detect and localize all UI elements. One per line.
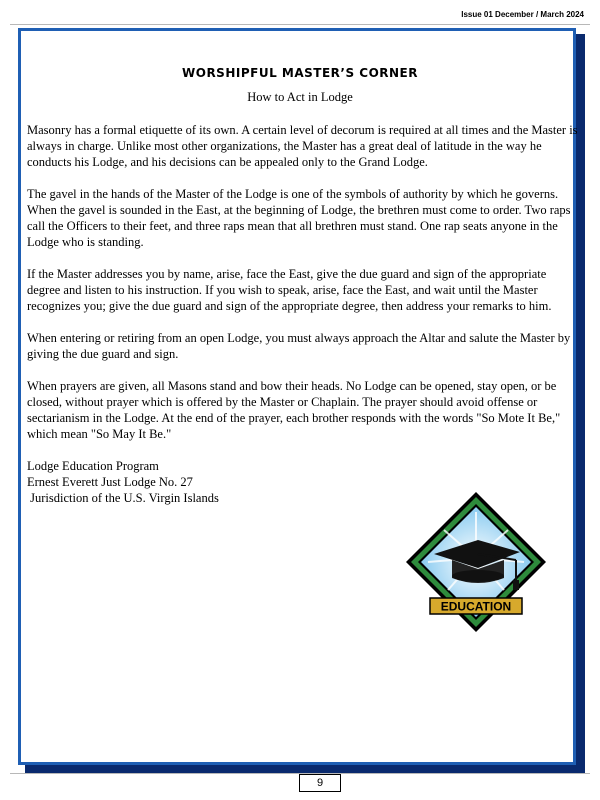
paragraph: Masonry has a formal etiquette of its own. A certain level of decorum is required at all times and the Master is always in charge. Unlike most other organizations, the Master has a great deal of latitude in the way he conducts his Lodge, and his decisions can be appealed only to the Grand Lodge. <box>27 123 578 169</box>
header-divider <box>10 24 590 25</box>
paragraph: When prayers are given, all Masons stand and bow their heads. No Lodge can be opened, stay open, or be closed, without prayer which is offered by the Master or Chaplain. The prayer should avoid offense or sectarianism in the Lodge. At the end of the prayer, each brother responds with the words "So Mote It Be," which mean "So May It Be." <box>27 379 561 441</box>
issue-label: Issue 01 December / March 2024 <box>461 10 584 19</box>
signature-line: Ernest Everett Just Lodge No. 27 <box>27 475 193 489</box>
page-number: 9 <box>299 774 341 792</box>
education-emblem <box>404 490 548 634</box>
emblem-label: EDUCATION <box>440 599 512 614</box>
article-body <box>27 122 579 506</box>
page-subtitle: How to Act in Lodge <box>247 90 353 104</box>
signature-line: Lodge Education Program <box>27 459 159 473</box>
paragraph: When entering or retiring from an open Lodge, you must always approach the Altar and salute the Master by giving the due guard and sign. <box>27 331 571 361</box>
signature-line: Jurisdiction of the U.S. Virgin Islands <box>27 491 219 505</box>
page-title: WORSHIPFUL MASTER’S CORNER <box>182 66 418 80</box>
paragraph: The gavel in the hands of the Master of the Lodge is one of the symbols of authority by which he governs. When the gavel is sounded in the East, at the beginning of Lodge, the brethren must come to order. Two raps call the Officers to their feet, and three raps mean that all brethren must stand. One rap seats anyone in the Lodge who is standing. <box>27 187 571 249</box>
paragraph: If the Master addresses you by name, arise, face the East, give the due guard and sign of the appropriate degree and listen to his instruction. If you wish to speak, arise, face the East, and wait until the Master recognizes you; give the due guard and sign of the appropriate degree, then address your remarks to him. <box>27 267 552 313</box>
